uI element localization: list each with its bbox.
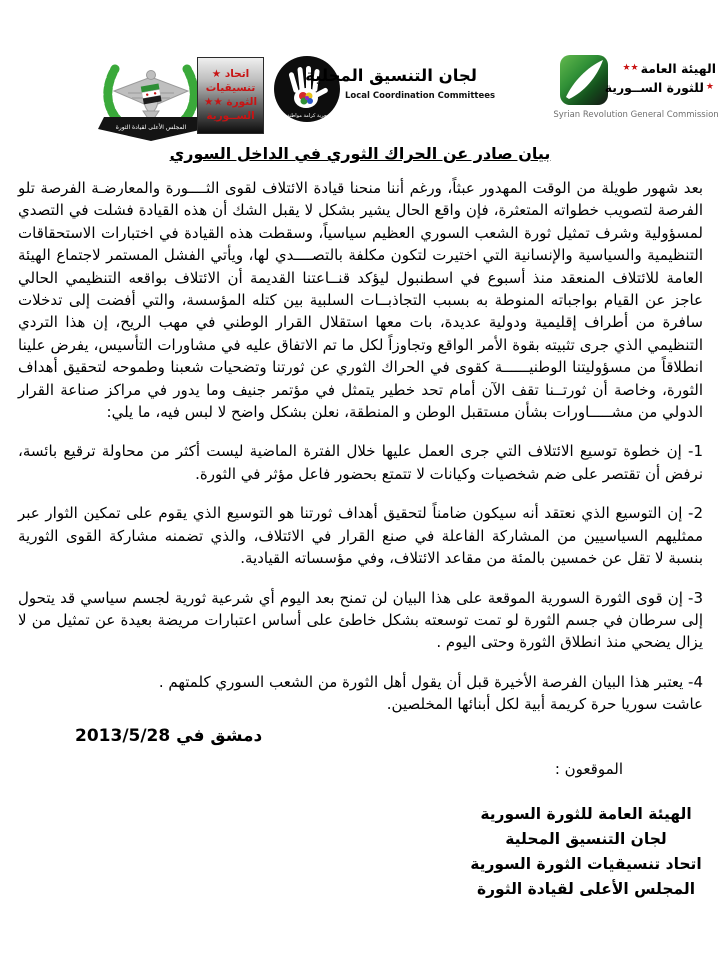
union-logo-line: تنسيقيات: [205, 82, 256, 94]
statement-item-4: 4- يعتبر هذا البيان الفرصة الأخيرة قبل أن يقول أهل الثورة من الشعب السوري كلمتهم .: [158, 672, 703, 691]
statement-item-3: 3- إن قوى الثورة السورية الموقعة على هذا البيان لن تمنح بعد اليوم أي شرعية ثورية لجسم سياسي قد يتحول إلى سرطان في جسم الثورة لو تمت توسعته بشكل خاطئ على أساس اعتبارات مريضة بعيدة عن تمثيل من لا يزال يضحي منذ انطلاق الثورة وحتى اليوم .: [18, 588, 703, 652]
statement-item-2: 2- إن التوسيع الذي نعتقد أنه سيكون ضامناً لتحقيق أهداف ثورتنا هو التوسيع الذي يقوم على تمكين الثوار عبر ممثليهم السياسيين من المشاركة الفاعلة في صنع القرار في الائتلاف، والذي تضمنه مشاركة القوى الثورية بنسبة لا تقل عن خمسين بالمئة من مقاعد الائتلاف، وفي مؤسساته القيادية.: [18, 504, 703, 568]
union-coordination-logo: [197, 57, 264, 134]
signatory-4: المجلس الأعلى لقيادة الثورة: [476, 879, 696, 898]
statement-title: بيان صادر عن الحراك الثوري في الداخل السوري: [169, 144, 551, 163]
signatories-list: [455, 802, 717, 902]
union-logo-line: اتحاد ★: [211, 68, 250, 80]
logo-header: [0, 0, 720, 142]
lcc-wordmark: [305, 66, 496, 101]
statement-item-1: 1- إن خطوة توسيع الائتلاف التي جرى العمل عليها خلال الفترة الماضية ليست أكثر من محاولة ترقيع بائسة، نرفض أن تقتصر على ضم شخصيات وكيانات لا تتمتع بحضور فاعل مؤثر في الثورة.: [18, 442, 703, 483]
signatory-2: لجان التنسيق المحلية: [505, 829, 667, 848]
srgc-title-english: Syrian Revolution General Commission: [553, 110, 719, 120]
signatories-label: الموقعون :: [554, 759, 623, 778]
supreme-council-emblem-icon: [88, 53, 214, 143]
statement-body: [0, 177, 720, 902]
closing-line: عاشت سوريا حرة كريمة أبية لكل أبنائها المخلصين.: [386, 695, 703, 714]
lcc-title-arabic: لجان التنسيق المحلية: [305, 66, 477, 85]
star-icon: ★: [705, 82, 714, 92]
date-line: دمشق في 2013/5/28: [75, 725, 263, 746]
srgc-logo-icon: [560, 55, 608, 105]
emblem-ribbon-label: المجلس الأعلى لقيادة الثورة: [115, 124, 187, 131]
intro-paragraph: بعد شهور طويلة من الوقت المهدور عبثاً، ورغم أننا منحنا قيادة الائتلاف لقوى الثــــورة والمعارضـة الفرصة تلو الفرصة لتصويب خطواته المتعثرة، فإن واقع الحال يشير بشكل لا يقبل الشك أن هذه القيادة فشلت في التصدي لمسؤولية وشرف تمثيل ثورة الشعب السوري العظيم سياسياً، وسقطت هذه القيادة في اختبارات الاستحقاقات التنظيمية والسياسية والإنسانية التي اختيرت لتكون مكلفة بالتصــــدي لها، ويأتي الفشل المستمر لاجتماع الهيئة العامة للائتلاف المنعقد منذ أسبوع في اسطنبول ليؤكد قنــاعتنا القديمة أن الائتلاف بواقعه التنظيمي الحالي عاجز عن القيام بواجباته المنوطة به بسبب التجاذبــات السلبية بين كتله المؤسسة، والتي أفضت إلى تدخلات سافرة من أطراف إقليمية ودولية عديدة، بات معها استقلال القرار الوطني في مهب الريح، إن هذا التردي التنظيمي الذي جرى تثبيته بقوة الأمر الواقع وتجاوزاً لكل ما تم الاتفاق عليه في مشاورات التأسيس، يفرض علينا انطلاقاً من مسؤوليتنا الوطنيــــــة كقوى في الحراك الثوري عن ثورتنا وتضحيات شعبنا وطموحه لتحقيق أهداف الثورة، وخاصة أن ثورتــنا تقف الآن أمام تحد خطير يتمثل في مؤتمر جنيف وما يدور في مراكز صناعة القرار الدولي من مشـــــاورات بشأن مستقبل الوطن و المنطقة، نعلن بشكل واضح لا لبس فيه، ما يلي:: [18, 179, 703, 422]
srgc-title-line2: للثورة الســورية: [604, 80, 704, 95]
signatory-1: الهيئة العامة للثورة السورية: [480, 804, 692, 823]
union-logo-line: الثورة ★★: [203, 96, 258, 108]
signatory-3: اتحاد تنسيقيات الثورة السورية: [470, 854, 702, 873]
union-logo-line: الســورية: [206, 110, 255, 122]
srgc-title-line1: الهيئة العامة: [640, 61, 716, 76]
hand-logo-caption: حرية كرامة مواطنة: [287, 113, 327, 119]
srgc-wordmark: [604, 59, 716, 97]
star-icon: ★★: [622, 63, 639, 73]
lcc-title-english: Local Coordination Committees: [345, 91, 496, 101]
